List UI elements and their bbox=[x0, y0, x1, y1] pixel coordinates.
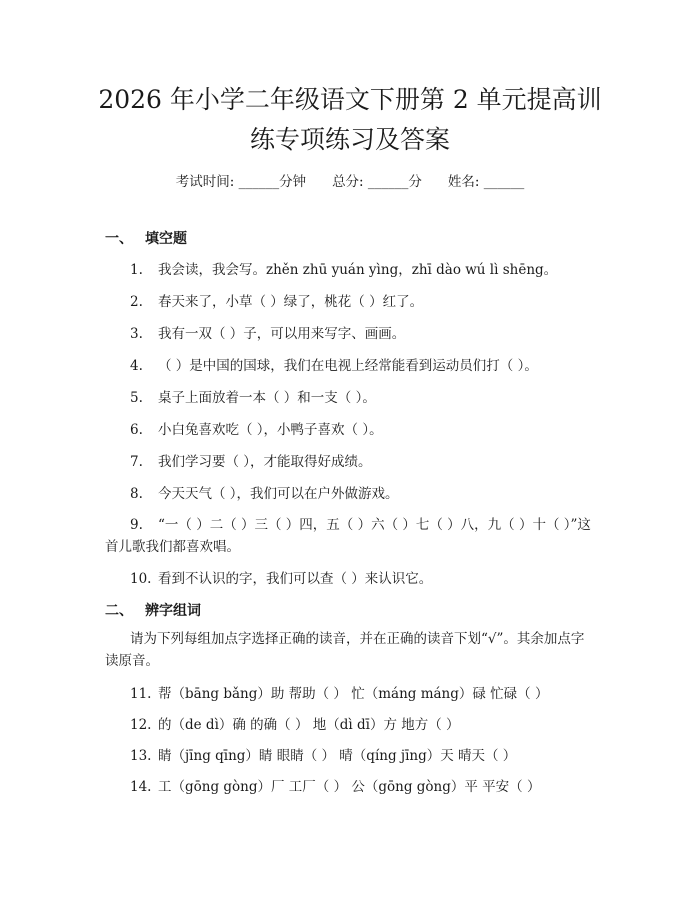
question-number: 1. bbox=[130, 262, 143, 278]
time-blank: ______ bbox=[238, 174, 280, 190]
question-4 bbox=[130, 355, 580, 377]
question-text: 睛（jīng qīng）睛 眼睛（ ） 晴（qíng jīng）天 晴天（ ） bbox=[158, 748, 517, 764]
question-text: 的（de dì）确 的确（ ） 地（dì dī）方 地方（ ） bbox=[158, 717, 460, 733]
question-text: 我有一双（ ）子，可以用来写字、画画。 bbox=[158, 326, 406, 342]
question-text: 今天天气（ ），我们可以在户外做游戏。 bbox=[158, 486, 399, 502]
student-name bbox=[448, 170, 524, 190]
section-number: 二、 bbox=[105, 603, 133, 619]
question-text: 我会读，我会写。zhěn zhū yuán yìng，zhī dào wú lì shēng。 bbox=[158, 262, 558, 278]
section-heading-word-group bbox=[105, 600, 201, 620]
question-text: 春天来了，小草（ ）绿了，桃花（ ）红了。 bbox=[158, 294, 424, 310]
page-title bbox=[80, 80, 620, 160]
question-14 bbox=[130, 776, 580, 798]
question-11 bbox=[130, 683, 580, 705]
time-unit: 分钟 bbox=[279, 174, 307, 190]
score-blank: ______ bbox=[367, 174, 409, 190]
name-blank: ______ bbox=[483, 174, 525, 190]
question-text: 工（gōng gòng）厂 工厂（ ） 公（gōng gòng）平 平安（ ） bbox=[158, 779, 541, 795]
question-3 bbox=[130, 323, 580, 345]
question-number: 10. bbox=[130, 571, 152, 587]
question-number: 5. bbox=[130, 390, 143, 406]
question-7 bbox=[130, 451, 580, 473]
question-number: 9. bbox=[130, 517, 143, 533]
question-10 bbox=[130, 568, 580, 590]
question-text: “一（ ）二（ ）三（ ）四，五（ ）六（ ）七（ ）八，九（ ）十（ ）”这首儿歌我们都喜欢唱。 bbox=[105, 517, 591, 555]
question-text: 看到不认识的字，我们可以查（ ）来认识它。 bbox=[158, 571, 433, 587]
exam-time bbox=[176, 170, 306, 190]
question-number: 4. bbox=[130, 358, 143, 374]
section-title: 辨字组词 bbox=[145, 603, 201, 619]
question-number: 6. bbox=[130, 422, 143, 438]
question-8 bbox=[130, 483, 580, 505]
question-number: 3. bbox=[130, 326, 143, 342]
total-score bbox=[332, 170, 422, 190]
question-9 bbox=[105, 514, 595, 558]
title-line-1: 2026 年小学二年级语文下册第 2 单元提高训 bbox=[98, 85, 602, 114]
section-number: 一、 bbox=[105, 231, 133, 247]
question-text: （ ）是中国的国球，我们在电视上经常能看到运动员们打（ ）。 bbox=[158, 358, 538, 374]
title-line-2: 练专项练习及答案 bbox=[249, 125, 450, 154]
section-title: 填空题 bbox=[145, 231, 187, 247]
question-number: 12. bbox=[130, 717, 152, 733]
question-number: 11. bbox=[130, 686, 152, 702]
question-12 bbox=[130, 714, 580, 736]
time-label: 考试时间: bbox=[175, 174, 235, 190]
question-text: 桌子上面放着一本（ ）和一支（ ）。 bbox=[158, 390, 376, 406]
score-unit: 分 bbox=[408, 174, 422, 190]
question-6 bbox=[130, 419, 580, 441]
name-label: 姓名: bbox=[447, 174, 480, 190]
question-text: 小白兔喜欢吃（ ），小鸭子喜欢（ ）。 bbox=[158, 422, 383, 438]
question-number: 7. bbox=[130, 454, 143, 470]
question-number: 2. bbox=[130, 294, 143, 310]
section-heading-fill-blank bbox=[105, 228, 187, 248]
question-13 bbox=[130, 745, 580, 767]
section-instructions: 请为下列每组加点字选择正确的读音，并在正确的读音下划“√”。其余加点字读原音。 bbox=[105, 631, 585, 669]
question-2 bbox=[130, 291, 580, 313]
score-label: 总分: bbox=[332, 174, 364, 190]
question-number: 13. bbox=[130, 748, 152, 764]
question-number: 14. bbox=[130, 779, 152, 795]
question-1 bbox=[130, 259, 580, 281]
question-5 bbox=[130, 387, 580, 409]
question-text: 我们学习要（ ），才能取得好成绩。 bbox=[158, 454, 372, 470]
question-text: 帮（bāng bǎng）助 帮助（ ） 忙（máng máng）碌 忙碌（ ） bbox=[158, 686, 549, 702]
exam-meta bbox=[0, 170, 700, 190]
question-number: 8. bbox=[130, 486, 143, 502]
